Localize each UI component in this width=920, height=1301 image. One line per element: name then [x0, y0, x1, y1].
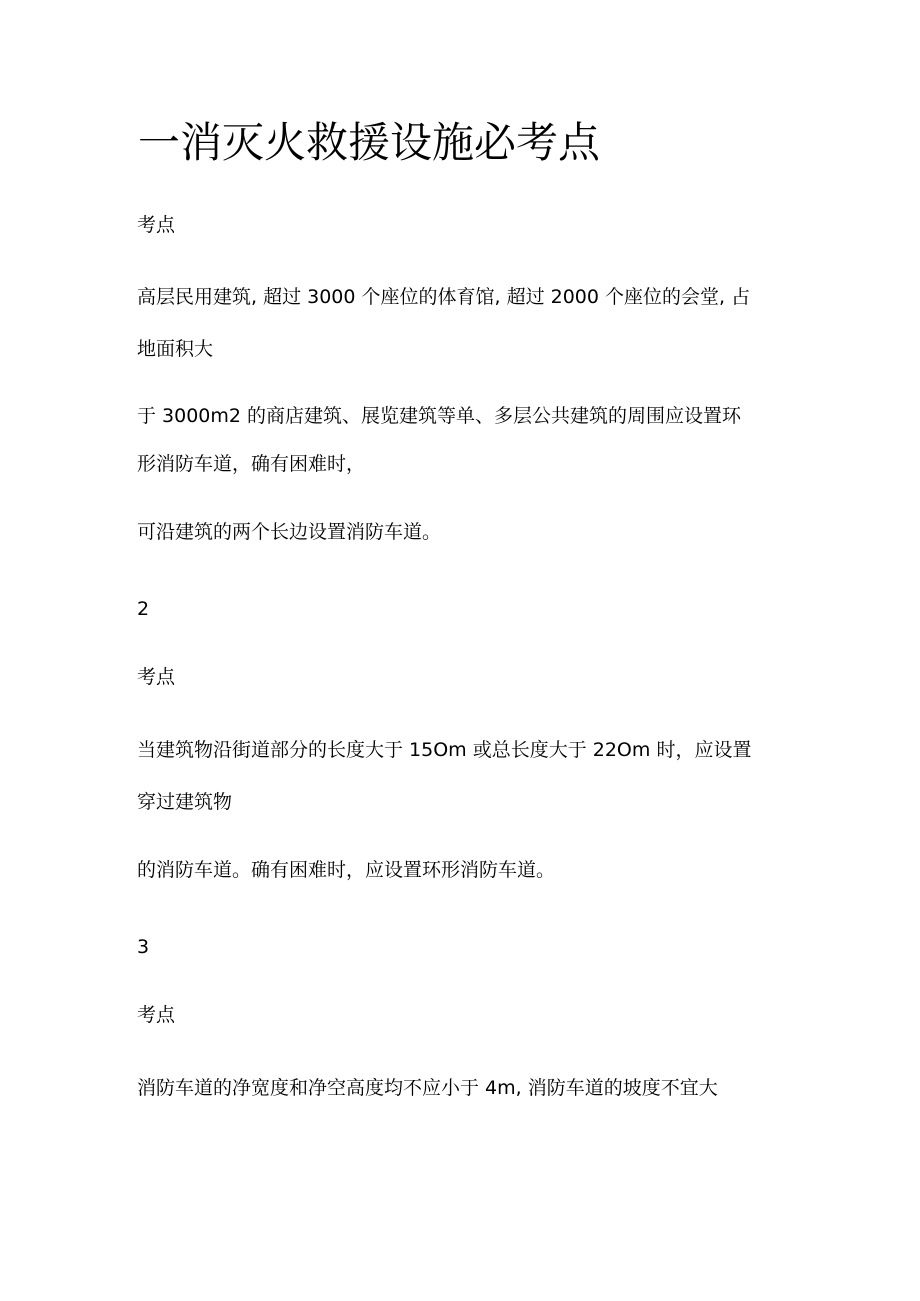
section-number: 2: [137, 598, 150, 620]
body-text-line: 的消防车道。确有困难时，应设置环形消防车道。: [137, 859, 556, 881]
section-label: 考点: [137, 1004, 176, 1026]
section-number: 3: [137, 936, 150, 958]
body-text-line: 高层民用建筑, 超过 3000 个座位的体育馆, 超过 2000 个座位的会堂, 占: [137, 286, 751, 308]
body-text-line: 当建筑物沿街道部分的长度大于 15Om 或总长度大于 22Om 时，应设置: [137, 739, 752, 761]
body-text-line: 消防车道的净宽度和净空高度均不应小于 4m, 消防车道的坡度不宜大: [137, 1077, 718, 1099]
body-text-line: 于 3000m2 的商店建筑、展览建筑等单、多层公共建筑的周围应设置环: [137, 405, 742, 427]
section-label: 考点: [137, 214, 176, 236]
section-label: 考点: [137, 666, 176, 688]
body-text-line: 穿过建筑物: [137, 791, 233, 813]
body-text-line: 形消防车道，确有困难时，: [137, 453, 366, 475]
body-text-line: 地面积大: [137, 338, 214, 360]
document-title: 一消灭火救援设施必考点: [138, 118, 601, 167]
body-text-line: 可沿建筑的两个长边设置消防车道。: [137, 521, 442, 543]
